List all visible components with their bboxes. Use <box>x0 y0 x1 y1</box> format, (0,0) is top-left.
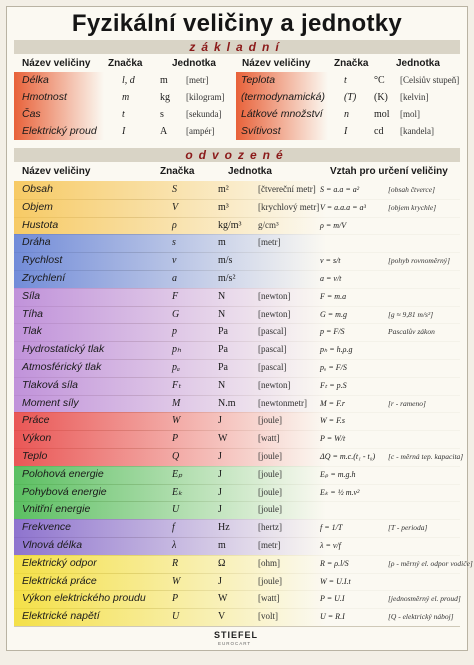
unit: m² <box>218 184 229 195</box>
quantity-name: Hydrostatický tlak <box>22 343 105 356</box>
relation-formula: G = m.g <box>320 309 347 319</box>
relation-formula: W = U.I.t <box>320 576 351 586</box>
unit: W <box>218 593 228 605</box>
derived-row-color <box>14 270 460 288</box>
quantity-symbol: Q <box>172 451 180 462</box>
unit-name: [newton] <box>258 308 291 319</box>
quantity-name: Elektrická práce <box>22 574 97 587</box>
quantity-symbol: l, d <box>122 75 135 86</box>
quantity-name: Práce <box>22 414 50 427</box>
derived-row <box>14 412 460 430</box>
quantity-symbol: M <box>172 397 181 409</box>
derived-header <box>14 165 460 179</box>
unit: (K) <box>374 92 388 103</box>
quantity-name: Čas <box>22 108 41 120</box>
relation-formula: P = U.I <box>320 594 345 604</box>
derived-row-color <box>14 288 460 306</box>
relation-formula: Eₖ = ½ m.v² <box>320 487 360 497</box>
unit-name: [volt] <box>258 611 278 622</box>
quantity-symbol: S <box>172 184 177 195</box>
quantity-symbol: F <box>172 290 179 302</box>
relation-formula: a = v/t <box>320 274 342 283</box>
derived-row <box>14 519 460 537</box>
unit-name: [ampér] <box>186 126 215 136</box>
unit-name: [newton] <box>258 290 291 301</box>
quantity-name: Vnitřní energie <box>22 503 91 516</box>
quantity-name: Elektrický proud <box>22 125 97 137</box>
relation-formula: f = 1/T <box>320 523 343 533</box>
relation-formula: M = F.r <box>320 398 346 408</box>
unit: J <box>218 575 222 587</box>
relation-formula: λ = v/f <box>320 541 341 550</box>
unit: kg/m³ <box>218 219 242 231</box>
unit: kg <box>160 92 170 103</box>
derived-header-relation: Vztah pro určení veličiny <box>330 166 448 177</box>
poster-title: Fyzikální veličiny a jednotky <box>71 10 403 37</box>
derived-row <box>14 395 460 413</box>
quantity-name: Teplo <box>22 450 48 462</box>
quantity-name: Výkon <box>22 432 52 445</box>
quantity-name: Atmosférický tlak <box>22 361 102 373</box>
unit-name: [metr] <box>258 540 281 550</box>
derived-row <box>14 306 460 324</box>
unit-name: [metr] <box>258 237 281 248</box>
quantity-symbol: f <box>172 522 175 534</box>
quantity-symbol: W <box>172 415 181 427</box>
derived-row-color <box>14 234 460 252</box>
unit-name: [pascal] <box>258 344 287 355</box>
derived-row <box>14 555 473 573</box>
unit: m <box>218 540 226 551</box>
relation-formula: p = F/S <box>320 327 345 337</box>
derived-row <box>14 466 460 484</box>
quantity-symbol: W <box>172 575 181 587</box>
basic-header-name-1: Název veličiny <box>22 58 91 69</box>
derived-row <box>14 484 460 502</box>
basic-row <box>14 123 460 140</box>
quantity-name: Rychlost <box>22 254 63 267</box>
quantity-symbol: t <box>344 75 347 86</box>
relation-formula: v = s/t <box>320 256 341 266</box>
quantity-symbol: G <box>172 308 180 320</box>
quantity-symbol: U <box>172 504 180 516</box>
derived-row <box>14 181 460 199</box>
unit-name: [čtvereční metr] <box>258 184 316 194</box>
quantity-symbol: p <box>172 326 177 338</box>
basic-row <box>14 89 460 106</box>
unit-name: [newtonmetr] <box>258 397 307 408</box>
unit: mol <box>374 109 390 120</box>
quantity-symbol: s <box>172 237 176 249</box>
quantity-symbol: Eₚ <box>172 468 183 480</box>
relation-note: [jednosměrný el. proud] <box>388 594 461 604</box>
unit-name: [hertz] <box>258 522 282 533</box>
relation-note: [c - měrná tep. kapacita] <box>388 452 464 461</box>
unit: Hz <box>218 522 230 534</box>
unit: m <box>218 237 226 249</box>
unit-name: [kelvin] <box>400 92 429 102</box>
derived-row <box>14 430 460 448</box>
basic-header-symbol-1: Značka <box>108 58 143 69</box>
derived-header-unit: Jednotka <box>228 166 272 177</box>
quantity-symbol: a <box>172 273 177 284</box>
relation-note: [obsah čtverce] <box>388 185 435 194</box>
quantity-symbol: m <box>122 92 130 103</box>
unit: Pa <box>218 362 228 373</box>
derived-row <box>14 323 460 341</box>
derived-row <box>14 590 460 608</box>
relation-note: [pohyb rovnoměrný] <box>388 256 451 266</box>
unit-name: [watt] <box>258 593 280 604</box>
quantity-name: Svítivost <box>241 125 281 137</box>
derived-header-symbol: Značka <box>160 166 195 177</box>
unit: m/s² <box>218 273 236 284</box>
unit: s <box>160 109 164 120</box>
basic-header-symbol-2: Značka <box>334 58 369 69</box>
unit: J <box>218 504 222 516</box>
unit: J <box>218 415 222 427</box>
quantity-name: Zrychlení <box>22 272 66 284</box>
unit: °C <box>374 75 385 86</box>
unit: J <box>218 468 222 480</box>
unit: Pa <box>218 344 228 356</box>
relation-note: [objem krychle] <box>388 202 437 212</box>
unit: m/s <box>218 255 233 267</box>
unit: m <box>160 75 168 86</box>
quantity-name: Hustota <box>22 218 59 231</box>
quantity-name: (termodynamická) <box>241 91 326 103</box>
quantity-name: Tíha <box>22 307 44 320</box>
quantity-symbol: Eₖ <box>172 486 183 498</box>
unit-name: [newton] <box>258 379 291 390</box>
unit: J <box>218 451 222 462</box>
unit-name: [krychlový metr] <box>258 201 320 212</box>
quantity-name: Teplota <box>241 74 276 86</box>
relation-formula: S = a.a = a² <box>320 185 360 194</box>
unit-name: [joule] <box>258 468 282 479</box>
unit: A <box>160 126 168 137</box>
quantity-name: Délka <box>22 74 49 86</box>
quantity-symbol: R <box>172 557 179 569</box>
quantity-symbol: ρ <box>172 219 177 231</box>
unit: cd <box>374 126 384 137</box>
quantity-symbol: V <box>172 201 179 213</box>
unit-name: [kilogram] <box>186 92 225 102</box>
relation-formula: U = R.I <box>320 612 345 622</box>
quantity-name: Síla <box>22 289 41 302</box>
relation-formula: pₐ = F/S <box>320 363 347 372</box>
derived-row-color <box>14 430 460 448</box>
quantity-name: Elektrický odpor <box>22 556 97 569</box>
basic-header-name-2: Název veličiny <box>242 58 311 69</box>
relation-formula: R = ρ.l/S <box>320 558 349 568</box>
derived-row <box>14 573 460 591</box>
unit: J <box>218 486 222 498</box>
quantity-name: Tlak <box>22 325 42 338</box>
publisher-logo: STIEFEL <box>214 630 259 640</box>
quantity-symbol: λ <box>172 540 177 551</box>
quantity-symbol: Fₜ <box>172 379 182 391</box>
basic-row <box>14 106 460 123</box>
unit-name: [joule] <box>258 451 282 461</box>
derived-row <box>14 288 460 306</box>
unit: V <box>218 611 226 623</box>
relation-note: [ρ - měrný el. odpor vodiče] <box>388 558 473 568</box>
quantity-name: Vlnová délka <box>22 539 83 551</box>
basic-header-unit-1: Jednotka <box>172 58 216 69</box>
row-divider <box>14 626 460 627</box>
relation-formula: Fₜ = p.S <box>320 380 347 390</box>
relation-formula: Eₚ = m.g.h <box>320 469 356 479</box>
unit-name: [mol] <box>400 109 420 119</box>
quantity-name: Tlaková síla <box>22 378 79 391</box>
derived-row <box>14 501 460 519</box>
basic-band: základní <box>14 40 460 54</box>
derived-header-name: Název veličiny <box>22 166 91 177</box>
relation-note: [r - rameno] <box>388 398 426 408</box>
quantity-symbol: I <box>122 126 126 137</box>
unit: N <box>218 379 226 391</box>
unit-name: [metr] <box>186 75 209 85</box>
unit-name: [ohm] <box>258 557 280 568</box>
unit-name: [kandela] <box>400 126 434 136</box>
quantity-symbol: pₐ <box>172 362 180 373</box>
unit-name: [pascal] <box>258 362 287 372</box>
unit: Pa <box>218 326 228 338</box>
quantity-name: Moment síly <box>22 396 79 409</box>
derived-row <box>14 199 460 217</box>
quantity-symbol: U <box>172 611 180 623</box>
relation-note: [g ≈ 9,81 m/s²] <box>388 309 434 319</box>
derived-row <box>14 608 460 626</box>
derived-row <box>14 448 464 466</box>
quantity-symbol: v <box>172 255 177 267</box>
unit: m³ <box>218 201 229 213</box>
unit-name: [joule] <box>258 575 282 586</box>
quantity-name: Hmotnost <box>22 91 67 103</box>
quantity-symbol: (T) <box>344 92 357 103</box>
quantity-symbol: pₕ <box>172 344 182 356</box>
derived-row <box>14 537 460 555</box>
publisher-sub: EUROCART <box>218 641 252 646</box>
unit-name: [watt] <box>258 433 280 444</box>
quantity-name: Polohová energie <box>22 467 104 480</box>
derived-row-color <box>14 412 460 430</box>
quantity-symbol: P <box>172 593 179 605</box>
derived-band: odvozené <box>14 148 460 162</box>
derived-row <box>14 234 460 252</box>
derived-row <box>14 377 460 395</box>
relation-formula: ρ = m/V <box>320 220 347 230</box>
relation-formula: F = m.a <box>320 291 347 301</box>
relation-formula: P = W/t <box>320 434 346 444</box>
basic-header-unit-2: Jednotka <box>396 58 440 69</box>
relation-note: [T - perioda] <box>388 523 428 533</box>
quantity-name: Elektrické napětí <box>22 610 100 623</box>
quantity-name: Pohybová energie <box>22 485 107 498</box>
unit: N.m <box>218 397 236 409</box>
unit-name: [joule] <box>258 504 282 515</box>
quantity-name: Obsah <box>22 183 53 195</box>
quantity-symbol: P <box>172 433 179 445</box>
quantity-name: Frekvence <box>22 521 72 534</box>
unit-name: [sekunda] <box>186 109 222 119</box>
relation-formula: pₕ = h.ρ.g <box>320 345 353 355</box>
unit: W <box>218 433 228 445</box>
derived-row-color <box>14 377 460 395</box>
relation-note: Pascalův zákon <box>388 327 435 337</box>
derived-row <box>14 217 460 235</box>
quantity-name: Látkové množství <box>241 108 323 120</box>
relation-formula: ΔQ = m.c.(t₁ - t₀) <box>320 452 376 461</box>
unit: N <box>218 308 226 320</box>
relation-note: [Q - elektrický náboj] <box>388 612 454 622</box>
derived-row <box>14 341 460 359</box>
unit: N <box>218 290 226 302</box>
quantity-name: Objem <box>22 200 53 213</box>
quantity-symbol: t <box>122 109 125 120</box>
derived-row <box>14 252 460 270</box>
derived-row <box>14 359 460 377</box>
relation-formula: W = F.s <box>320 416 346 426</box>
unit: Ω <box>218 557 226 569</box>
basic-row <box>14 72 460 89</box>
quantity-name: Výkon elektrického proudu <box>22 592 146 605</box>
relation-formula: V = a.a.a = a³ <box>320 202 366 212</box>
unit-name: [Celsiův stupeň] <box>400 75 460 85</box>
quantity-symbol: I <box>344 126 348 137</box>
quantity-symbol: n <box>344 109 349 120</box>
unit-name: [joule] <box>258 415 282 426</box>
basic-header <box>14 57 460 71</box>
quantity-name: Dráha <box>22 236 51 249</box>
derived-row <box>14 270 460 288</box>
unit-name: [pascal] <box>258 326 287 337</box>
unit-name: [joule] <box>258 486 282 497</box>
unit-name: g/cm³ <box>258 219 279 230</box>
